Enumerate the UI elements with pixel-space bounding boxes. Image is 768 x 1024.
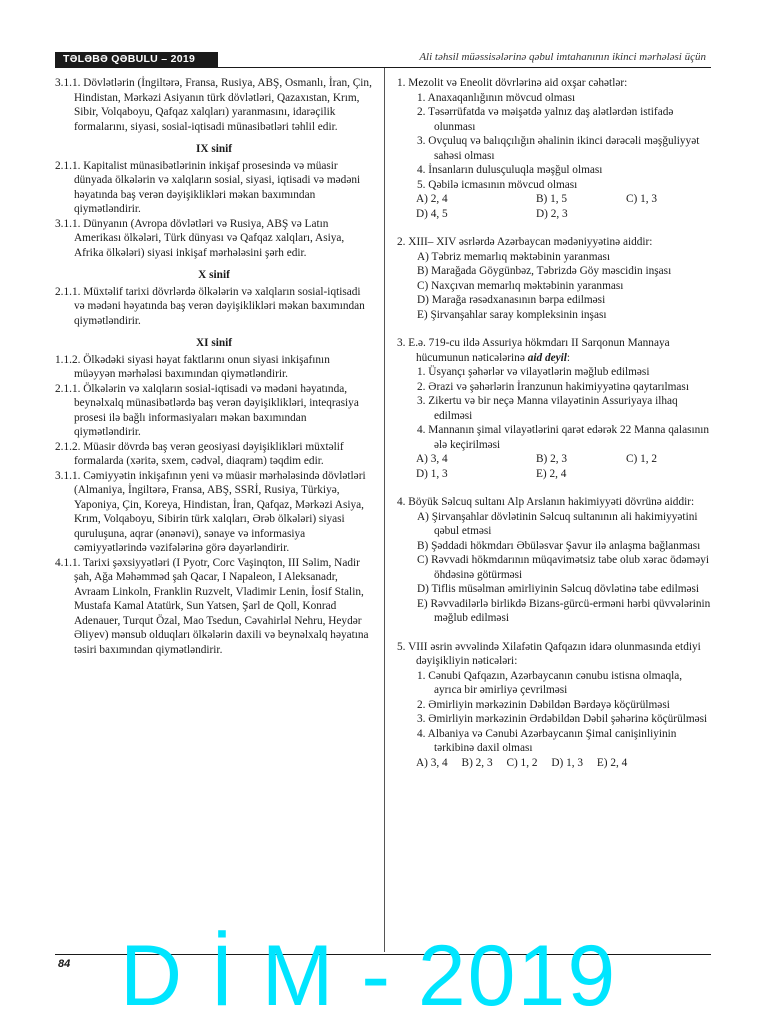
question-1 (397, 76, 712, 221)
standard-item: 2.1.1. Kapitalist münasibətlərinin inkişaf prosesində və müasir dünyada ölkələrin və xalqların sosial, siyasi, iqtisadi və mədəni həyatında baş verən dəyişiklikləri məkan baxımından qiymətləndirir. (55, 159, 361, 215)
answer-choice: A) 2, 4 (416, 193, 448, 205)
answer-row (397, 192, 712, 207)
question-3 (397, 336, 712, 481)
standard-item: 1.1.2. Ölkədəki siyasi həyat faktlarını onun siyasi inkişafının müəyyən mərhələsi baxımından qiymətləndirir. (55, 353, 330, 380)
answer-row (397, 756, 712, 771)
answer-choice: D) 4, 5 (416, 207, 448, 220)
question-option: 3. Əmirliyin mərkəzinin Ərdəbildən Dəbil şəhərinə köçürülməsi (417, 713, 708, 725)
answer-choice: C) 1, 3 (626, 193, 658, 205)
answer-choice: D) 1, 3 (551, 756, 584, 769)
answer-choice: D) 1, 3 (416, 467, 448, 480)
question-stem: 5. VIII əsrin əvvəlində Xilafətin Qafqazın idarə olunmasında etdiyi dəyişikliyin nəticələri: (397, 640, 701, 667)
running-title: Ali təhsil müəssisələrinə qəbul imtahanının ikinci mərhələsi üçün (419, 51, 706, 63)
question-5 (397, 640, 712, 771)
answer-choice: C) 1, 2 (506, 756, 538, 769)
question-option: 4. İnsanların dulusçuluqla məşğul olması (417, 164, 603, 176)
question-option: 3. Ovçuluq və balıqçılığın əhalinin ikinci dərəcəli məşğuliyyət sahəsi olması (417, 135, 700, 162)
answer-choice: E) 2, 4 (596, 756, 628, 769)
answer-row (397, 467, 712, 482)
question-option: 2. Ərazi və şəhərlərin İranzunun hakimiyyətinə qaytarılması (417, 380, 689, 393)
standard-item: 3.1.1. Dövlətlərin (İngiltərə, Fransa, Rusiya, ABŞ, Osmanlı, İran, Çin, Hindistan, Mərkəzi Asiyanın türk dövlətləri, Qazaxıstan, Krım, Sibir, Volqaboyu, Qafqaz xalqları) yaranmasını, idarəçilik formalarını, siyasi, sosial-iqtisadi münasibətləri təhlil edir. (55, 77, 372, 133)
answer-choice: C) 1, 2 (626, 453, 658, 465)
grade-heading: XI sinif (195, 337, 233, 349)
left-column (55, 76, 373, 657)
answer-choice: B) 2, 3 (536, 453, 568, 465)
answer-choice: A) 3, 4 (416, 453, 448, 465)
question-2 (397, 235, 712, 322)
header-rule (55, 67, 711, 68)
question-option: B) Şəddadi hökmdarı Əbüləsvar Şavur ilə anlaşma bağlanması (417, 539, 701, 552)
standard-item: 3.1.1. Cəmiyyətin inkişafının yeni və müasir mərhələsində dövlətləri (Almaniya, İngiltərə, Fransa, ABŞ, SSRİ, Rusiya, Türkiyə, Yaponiya, Çin, Koreya, Hindistan, İran, Qafqaz, Mərkəzi Asiya, Krım, Volqaboyu, Sibirin türk xalqları, Ərəb ölkələri) siyasi quruluşuna, aqrar (ənənəvi), sənaye və informasiya cəmiyyətlərində vəzifələrinə görə dəyərləndirir. (55, 469, 366, 554)
question-option: E) Rəvvadilərlə birlikdə Bizans-gürcü-erməni hərbi qüvvələrinin məğlub edilməsi (417, 597, 711, 624)
grade-heading: IX sinif (195, 143, 233, 155)
header-badge: TƏLƏBƏ QƏBULU – 2019 (55, 52, 218, 67)
answer-choice: D) 2, 3 (536, 207, 568, 220)
question-option: 2. Təsərrüfatda və məişətdə yalnız daş alətlərdən istifadə olunması (417, 106, 674, 133)
question-option: 1. Üsyançı şəhərlər və vilayətlərin məğlub edilməsi (417, 366, 650, 378)
answer-row (397, 452, 712, 467)
question-option: 3. Zikertu və bir neçə Manna vilayətinin Assuriyaya ilhaq edilməsi (417, 395, 678, 422)
question-option: B) Marağada Göygünbəz, Təbrizdə Göy məscidin inşası (417, 265, 672, 277)
question-stem (397, 336, 712, 365)
grade-heading: X sinif (198, 269, 230, 281)
question-option: 1. Anaxaqanlığının mövcud olması (417, 91, 576, 104)
answer-choice: E) 2, 4 (536, 467, 567, 480)
standard-item: 4.1.1. Tarixi şəxsiyyətləri (I Pyotr, Corc Vaşinqton, III Səlim, Nadir şah, Ağa Məhəmməd şah Qacar, I Napaleon, I Aleksanadr, Avraam Linkoln, Franklin Ruzvelt, Vladimir Lenin, İosif Stalin, Mustafa Kamal Atatürk, Sun Yatsen, Şarl de Qoll, Konrad Adenauer, Turqut Özal, Mao Tsedun, Cəvahirləl Nehru, Heydər Əliyev) mənsub olduqları ölkələrin daxili və beynəlxalq həyatına təsiri baxımından qiymətləndirir. (55, 556, 369, 656)
question-stem-end: : (566, 351, 571, 364)
column-divider (384, 68, 385, 952)
standard-item: 2.1.2. Müasir dövrdə baş verən geosiyasi dəyişiklikləri müxtəlif formalarda (xəritə, sxem, cədvəl, diaqram) təqdim edir. (55, 440, 344, 467)
question-option: 2. Əmirliyin mərkəzinin Dəbildən Bərdəyə köçürülməsi (417, 698, 670, 711)
question-option: D) Marağa rəsədxanasının bərpa edilməsi (417, 294, 606, 306)
question-stem: 2. XIII– XIV əsrlərdə Azərbaycan mədəniyyətinə aiddir: (397, 236, 653, 248)
standard-item: 2.1.1. Müxtəlif tarixi dövrlərdə ölkələrin və xalqların sosial-iqtisadi və mədəni həyatında baş verən dəyişiklikləri məkan baxımından qiymətləndirir. (55, 285, 365, 327)
question-option: C) Naxçıvan memarlıq məktəbinin yaranması (417, 279, 624, 292)
question-option: 4. Albaniya və Cənubi Azərbaycanın Şimal canişinliyinin tərkibinə daxil olması (417, 727, 677, 754)
question-option: D) Tiflis müsəlman əmirliyinin Səlcuq dövlətinə tabe edilməsi (417, 583, 700, 595)
question-option: E) Şirvanşahlar saray kompleksinin inşası (417, 308, 607, 321)
standard-item: 3.1.1. Dünyanın (Avropa dövlətləri və Rusiya, ABŞ və Latın Amerikası ölkələri, Türk dünyası və Qafqaz xalqları, Asiya, Afrika ölkələri) siyasi inkişaf mərhələsini şərh edir. (55, 217, 345, 259)
question-4 (397, 495, 712, 626)
right-column (397, 76, 712, 784)
answer-row (397, 207, 712, 222)
answer-choice: B) 1, 5 (536, 193, 568, 205)
question-stem: 1. Mezolit və Eneolit dövrlərinə aid oxşar cəhətlər: (397, 77, 628, 89)
watermark: D İ M - 2019 (120, 928, 618, 1024)
question-emphasis: aid deyil (527, 351, 567, 364)
question-option: C) Rəvvadi hökmdarının müqavimətsiz tabe olub xərac ödəməyi öhdəsinə götürməsi (417, 554, 710, 581)
question-option: 4. Mannanın şimal vilayətlərini qarət edərək 22 Manna qalasının ələ keçirilməsi (417, 424, 710, 451)
standard-item: 2.1.1. Ölkələrin və xalqların sosial-iqtisadi və mədəni həyatında, beynəlxalq münasibətlərdə baş verən dəyişiklikləri, inteqrasiya prosesi ilə bağlı informasiyaları məkan baxımından qiymətləndirir. (55, 382, 359, 438)
question-stem-text: 3. E.ə. 719-cu ildə Assuriya hökmdarı II Sarqonun Mannaya hücumunun nəticələrinə (397, 337, 670, 364)
answer-choice: B) 2, 3 (461, 756, 493, 769)
question-option: A) Təbriz memarlıq məktəbinin yaranması (417, 250, 611, 263)
question-option: 1. Cənubi Qafqazın, Azərbaycanın cənubu istisna olmaqla, ayrıca bir əmirliyə çevrilməsi (417, 669, 683, 696)
question-stem: 4. Böyük Səlcuq sultanı Alp Arslanın hakimiyyəti dövrünə aiddir: (397, 496, 695, 508)
question-option: 5. Qəbilə icmasının mövcud olması (417, 178, 578, 191)
page-number: 84 (58, 958, 71, 970)
question-option: A) Şirvanşahlar dövlətinin Səlcuq sultanının ali hakimiyyətini qəbul etməsi (417, 510, 698, 537)
answer-choice: A) 3, 4 (416, 756, 448, 769)
